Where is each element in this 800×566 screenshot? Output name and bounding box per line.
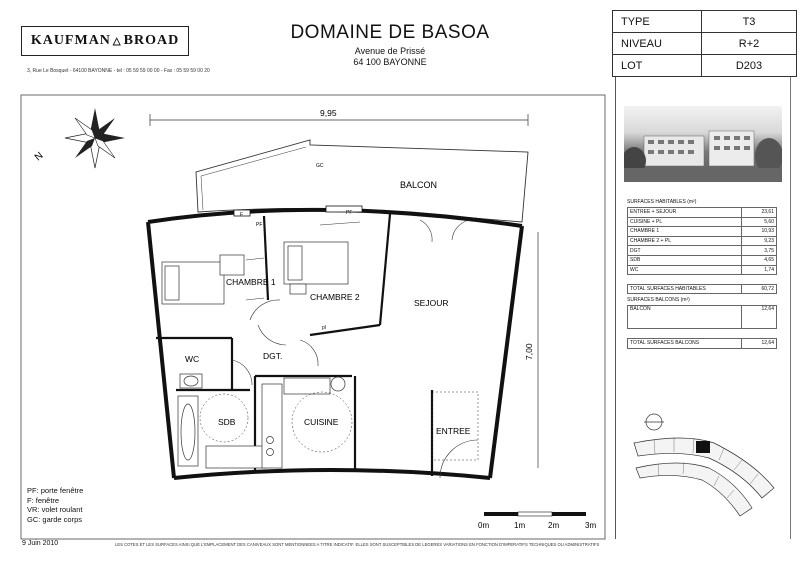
table-row xyxy=(628,246,777,256)
info-value: D203 xyxy=(702,55,797,77)
window-f-mark: F xyxy=(240,212,244,218)
pl-mark: pl xyxy=(322,325,326,331)
surface-value: 3,75 xyxy=(742,246,777,256)
pf-mark-2: PF xyxy=(256,222,263,228)
building-photo-art xyxy=(624,106,782,182)
room-label-cuisine: CUISINE xyxy=(304,417,339,427)
sidebar-divider-right xyxy=(790,77,791,539)
disclaimer: LES COTES ET LES SURFACES AINSI QUE L'EMPLACEMENT DES CANIVEAUX SONT MENTIONNEES A TITRE INDICATIF. ELLES SONT SUSCEPTIBLES DE LEGERES VARIATIONS EN FONCTION D'IMPERATIFS TECHNIQUES OU ADMINISTRATIFS xyxy=(115,542,600,547)
logo-text-right: BROAD xyxy=(123,33,180,48)
total-value: 60,72 xyxy=(742,284,777,294)
room-label-sdb: SDB xyxy=(218,417,236,427)
logo-triangle-icon: △ xyxy=(112,35,122,47)
page-title: DOMAINE DE BASOA xyxy=(290,22,490,43)
legend-item: VR: volet roulant xyxy=(27,505,83,514)
surface-label: CHAMBRE 2 + PL xyxy=(628,236,742,246)
surface-label: SDB xyxy=(628,255,742,265)
info-row xyxy=(613,55,797,77)
width-dimension: 9,95 xyxy=(320,108,337,118)
wall-east xyxy=(490,226,522,478)
balcony-total-value: 12,64 xyxy=(742,338,777,348)
balcony-table xyxy=(627,305,777,348)
surface-value: 10,93 xyxy=(742,227,777,237)
surface-value: 9,23 xyxy=(742,236,777,246)
surface-label: CHAMBRE 1 xyxy=(628,227,742,237)
plan-date: 9 Juin 2010 xyxy=(22,540,59,547)
building-photo xyxy=(624,106,782,182)
table-row xyxy=(628,275,777,285)
info-value: R+2 xyxy=(702,33,797,55)
sidebar-divider xyxy=(615,77,616,539)
wall-west xyxy=(148,222,174,478)
scale-label-3: 3m xyxy=(585,521,597,530)
info-key: NIVEAU xyxy=(613,33,702,55)
balcony-value: 12,64 xyxy=(742,306,777,329)
scale-label-0: 0m xyxy=(478,521,490,530)
surface-value: 4,65 xyxy=(742,255,777,265)
table-row xyxy=(628,227,777,237)
balcony-heading: SURFACES BALCONS (m²) xyxy=(627,297,690,304)
lot-info-table xyxy=(612,10,797,77)
legend-item: PF: porte fenêtre xyxy=(27,486,84,495)
legend-item: F: fenêtre xyxy=(27,495,60,505)
total-row xyxy=(628,284,777,294)
balcony-label: BALCON xyxy=(628,306,742,329)
table-row xyxy=(628,329,777,339)
info-value: T3 xyxy=(702,11,797,33)
scale-label-1: 1m xyxy=(514,521,526,530)
table-row xyxy=(628,208,777,218)
surfaces-panel xyxy=(627,197,777,349)
room-label-entree: ENTREE xyxy=(436,426,471,436)
surface-value: 23,61 xyxy=(742,208,777,218)
surface-label: CUISINE + PL xyxy=(628,217,742,227)
height-dimension: 7,00 xyxy=(524,343,534,360)
info-key: TYPE xyxy=(613,11,702,33)
compass-rose-icon xyxy=(65,108,125,168)
table-row xyxy=(628,265,777,275)
plan-frame xyxy=(21,95,605,539)
company-address: 3, Rue Le Bosquet - 64100 BAYONNE - tel : 05 59 59 00 00 - Fax : 05 59 59 00 20 xyxy=(27,68,210,74)
surfaces-heading: SURFACES HABITABLES (m²) xyxy=(627,199,697,205)
table-row xyxy=(628,255,777,265)
table-row xyxy=(628,306,777,329)
info-row xyxy=(613,11,797,33)
room-label-chambre-2: CHAMBRE 2 xyxy=(310,292,360,302)
room-label-balcon: BALCON xyxy=(400,180,438,190)
surfaces-table xyxy=(627,207,777,294)
scale-bar xyxy=(484,512,586,516)
logo-text-left: KAUFMAN xyxy=(30,33,111,48)
surface-value: 5,60 xyxy=(742,217,777,227)
key-plan xyxy=(624,408,782,536)
total-label: TOTAL SURFACES HABITABLES xyxy=(628,284,742,294)
surface-label: ENTREE + SEJOUR xyxy=(628,208,742,218)
city-address: 64 100 BAYONNE xyxy=(353,57,427,67)
info-key: LOT xyxy=(613,55,702,77)
table-row xyxy=(628,236,777,246)
room-label-dgt: DGT. xyxy=(263,351,283,361)
surface-label: WC xyxy=(628,265,742,275)
north-label: N xyxy=(32,150,46,164)
legend xyxy=(27,486,83,524)
table-row xyxy=(628,217,777,227)
surface-label: DGT xyxy=(628,246,742,256)
total-row xyxy=(628,338,777,348)
room-label-sejour: SEJOUR xyxy=(414,298,449,308)
room-label-wc: WC xyxy=(185,354,200,364)
surface-value: 1,74 xyxy=(742,265,777,275)
scale-label-2: 2m xyxy=(548,521,560,530)
balcony-total-label: TOTAL SURFACES BALCONS xyxy=(628,338,742,348)
pf-mark-1: PF xyxy=(346,210,353,216)
street-address: Avenue de Prissé xyxy=(354,46,426,56)
lot-highlight xyxy=(696,441,710,453)
key-plan-drawing xyxy=(624,408,782,536)
gc-mark: GC xyxy=(316,163,324,169)
info-row xyxy=(613,33,797,55)
wall-south xyxy=(174,470,490,478)
room-label-chambre-1: CHAMBRE 1 xyxy=(226,277,276,287)
legend-item: GC: garde corps xyxy=(27,514,83,524)
bed-chambre-2 xyxy=(284,242,348,294)
